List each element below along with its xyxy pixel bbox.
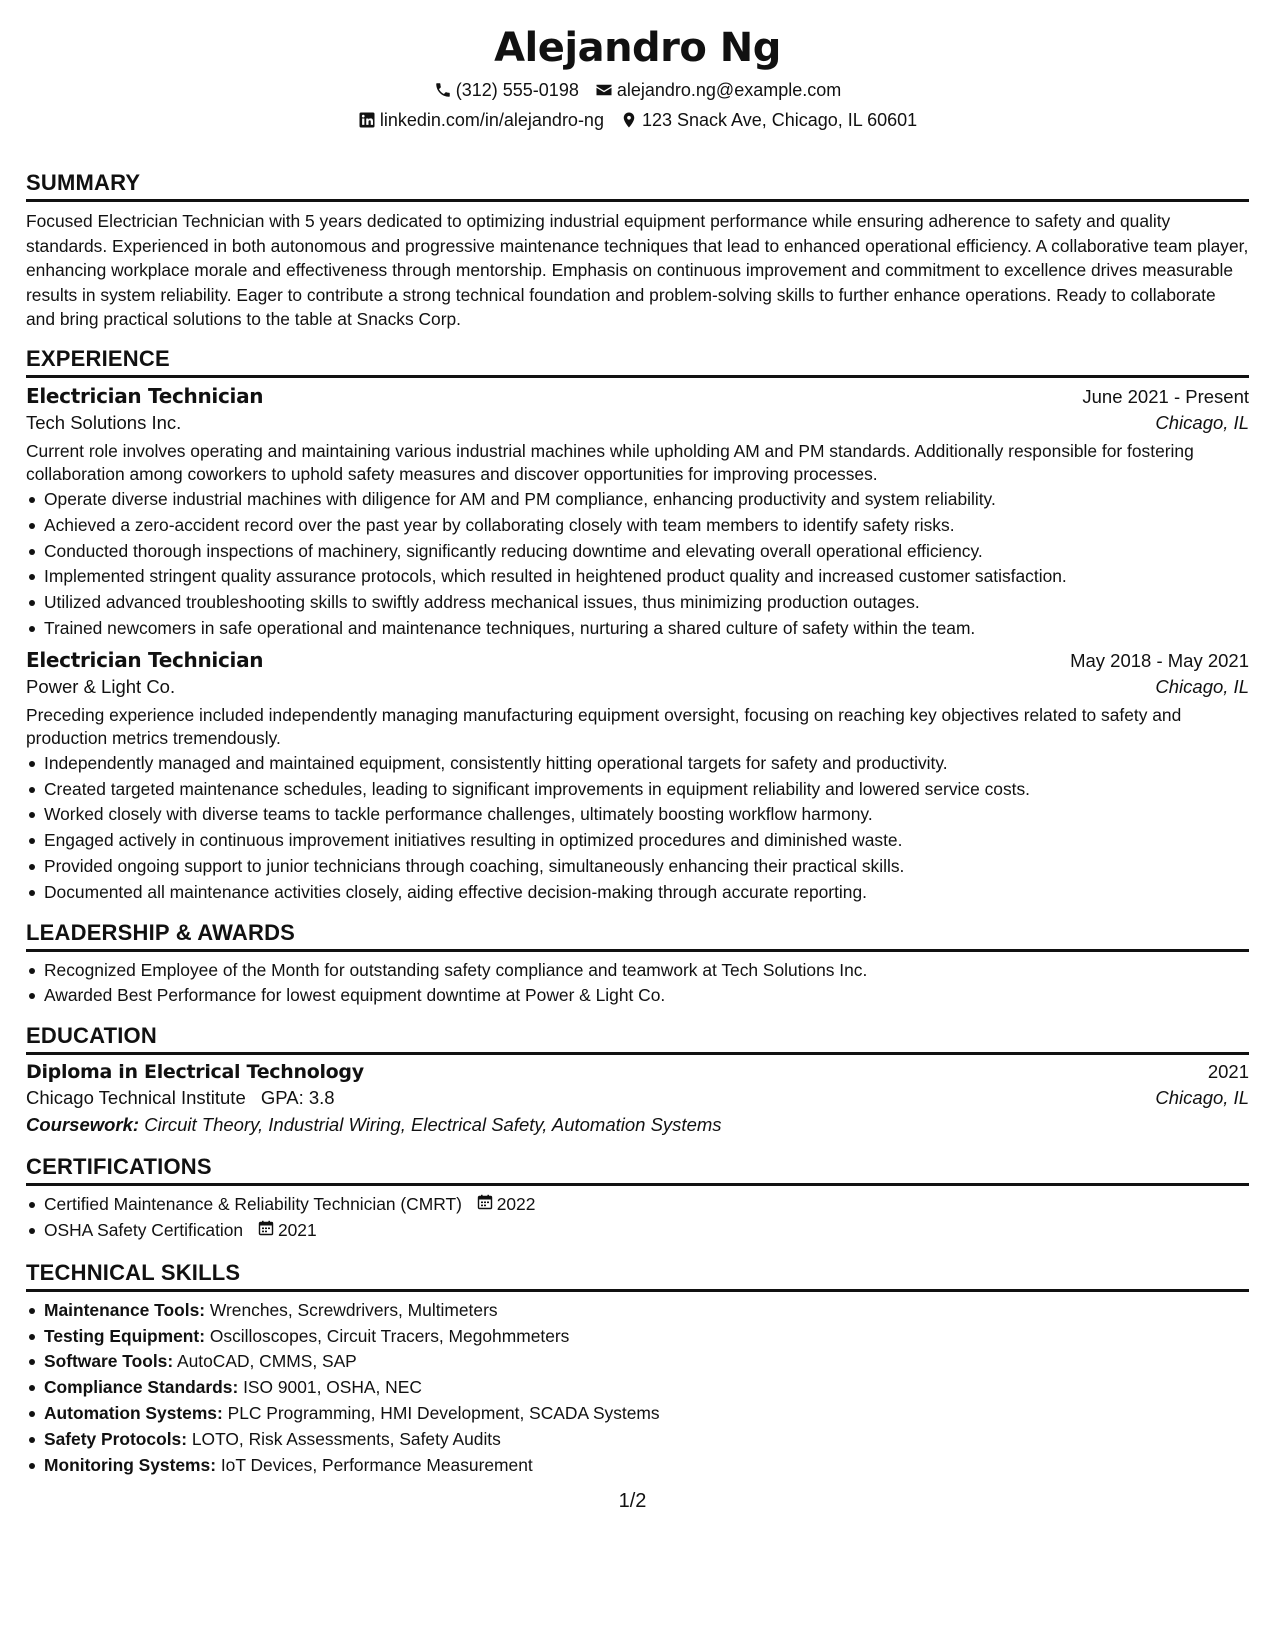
list-item: Operate diverse industrial machines with diligence for AM and PM compliance, enhancing productivity and system reliability. xyxy=(44,487,1249,513)
skill-label: Software Tools: xyxy=(44,1351,174,1372)
list-item xyxy=(44,1324,1249,1350)
school-info xyxy=(26,1087,335,1109)
experience-section xyxy=(26,346,1249,906)
contact-line-1 xyxy=(26,80,1249,100)
phone-icon xyxy=(434,81,452,99)
job-subheader xyxy=(26,676,1249,698)
list-item xyxy=(44,1349,1249,1375)
list-item xyxy=(44,1375,1249,1401)
list-item: Engaged actively in continuous improvement initiatives resulting in optimized procedures and diminished waste. xyxy=(44,828,1249,854)
certifications-section xyxy=(26,1154,1249,1244)
list-item xyxy=(44,1427,1249,1453)
certification-date xyxy=(258,1218,317,1244)
education-header xyxy=(26,1061,1249,1083)
job-location: Chicago, IL xyxy=(1155,411,1249,433)
list-item: Achieved a zero-accident record over the past year by collaborating closely with team members to identify safety risks. xyxy=(44,513,1249,539)
school-location: Chicago, IL xyxy=(1155,1087,1249,1109)
certification-date xyxy=(477,1192,536,1218)
list-item: Implemented stringent quality assurance protocols, which resulted in heightened product quality and increased customer satisfaction. xyxy=(44,564,1249,590)
list-item: Worked closely with diverse teams to tackle performance challenges, ultimately boosting workflow harmony. xyxy=(44,802,1249,828)
calendar-icon xyxy=(258,1218,274,1244)
contact-line-2 xyxy=(26,110,1249,130)
skill-label: Safety Protocols: xyxy=(44,1428,188,1449)
job-header xyxy=(26,648,1249,672)
section-title: EXPERIENCE xyxy=(26,346,1249,378)
list-item xyxy=(44,1192,1249,1218)
list-item xyxy=(44,1298,1249,1324)
skills-list xyxy=(26,1298,1249,1479)
section-title: TECHNICAL SKILLS xyxy=(26,1260,1249,1292)
job-location: Chicago, IL xyxy=(1155,675,1249,697)
list-item: Recognized Employee of the Month for outstanding safety compliance and teamwork at Tech Solutions Inc. xyxy=(44,958,1249,984)
skill-label: Automation Systems: xyxy=(44,1402,223,1423)
linkedin-url[interactable]: linkedin.com/in/alejandro-ng xyxy=(379,110,604,130)
company-name: Power & Light Co. xyxy=(26,675,176,697)
resume-page xyxy=(26,0,1249,1512)
skill-value: ISO 9001, OSHA, NEC xyxy=(243,1377,422,1398)
skill-value: AutoCAD, CMMS, SAP xyxy=(177,1351,357,1372)
award-list xyxy=(26,958,1249,1010)
list-item: Trained newcomers in safe operational and maintenance techniques, nurturing a shared culture of safety within the team. xyxy=(44,616,1249,642)
education-subheader xyxy=(26,1087,1249,1109)
skill-value: LOTO, Risk Assessments, Safety Audits xyxy=(191,1428,501,1449)
certification-list xyxy=(26,1192,1249,1244)
certification-name: Certified Maintenance & Reliability Technician (CMRT) xyxy=(44,1194,462,1215)
certification-year: 2021 xyxy=(277,1219,317,1240)
skill-value: Wrenches, Screwdrivers, Multimeters xyxy=(209,1299,498,1320)
linkedin-contact[interactable] xyxy=(358,110,604,130)
section-title: LEADERSHIP & AWARDS xyxy=(26,920,1249,952)
section-title: SUMMARY xyxy=(26,170,1249,202)
address-contact xyxy=(620,110,917,130)
job-bullets xyxy=(26,487,1249,642)
section-title: EDUCATION xyxy=(26,1023,1249,1055)
list-item xyxy=(44,1218,1249,1244)
linkedin-icon xyxy=(358,111,376,129)
graduation-year: 2021 xyxy=(1207,1061,1249,1083)
coursework-label: Coursework: xyxy=(26,1114,140,1136)
skill-value: IoT Devices, Performance Measurement xyxy=(220,1454,533,1475)
skill-label: Testing Equipment: xyxy=(44,1325,206,1346)
list-item: Conducted thorough inspections of machinery, significantly reducing downtime and elevating overall operational efficiency. xyxy=(44,539,1249,565)
coursework xyxy=(26,1114,1249,1136)
job-entry xyxy=(26,648,1249,906)
job-header xyxy=(26,384,1249,408)
list-item: Provided ongoing support to junior technicians through coaching, simultaneously enhancing their practical skills. xyxy=(44,854,1249,880)
page-number: 1/2 xyxy=(618,1490,647,1512)
job-title: Electrician Technician xyxy=(26,383,264,408)
section-title: CERTIFICATIONS xyxy=(26,1154,1249,1186)
list-item: Created targeted maintenance schedules, leading to significant improvements in equipment reliability and lowered service costs. xyxy=(44,777,1249,803)
gpa: GPA: 3.8 xyxy=(260,1087,335,1109)
candidate-name: Alejandro Ng xyxy=(494,25,781,71)
school-name: Chicago Technical Institute xyxy=(26,1087,246,1109)
job-date: June 2021 - Present xyxy=(1082,385,1249,407)
leadership-section xyxy=(26,920,1249,1010)
street-address: 123 Snack Ave, Chicago, IL 60601 xyxy=(641,110,918,130)
email-address[interactable]: alejandro.ng@example.com xyxy=(616,80,842,100)
job-description: Preceding experience included independently managing manufacturing equipment oversight, focusing on reaching key objectives related to safety and production metrics tremendously. xyxy=(26,704,1182,749)
job-entry xyxy=(26,384,1249,642)
education-section xyxy=(26,1023,1249,1136)
company-name: Tech Solutions Inc. xyxy=(26,411,182,433)
list-item: Awarded Best Performance for lowest equipment downtime at Power & Light Co. xyxy=(44,983,1249,1009)
skills-section xyxy=(26,1260,1249,1479)
map-marker-icon xyxy=(620,111,638,129)
list-item: Utilized advanced troubleshooting skills to swiftly address mechanical issues, thus minimizing production outages. xyxy=(44,590,1249,616)
phone-contact xyxy=(434,80,579,100)
skill-label: Compliance Standards: xyxy=(44,1377,239,1398)
job-subheader xyxy=(26,412,1249,434)
job-title: Electrician Technician xyxy=(26,647,264,672)
job-bullets xyxy=(26,751,1249,906)
envelope-icon xyxy=(595,81,613,99)
job-description: Current role involves operating and maintaining various industrial machines while upholding AM and PM standards. Additionally responsible for fostering collaboration among coworkers to uphold safety measures and discover opportunities for improving processes. xyxy=(26,440,1194,485)
summary-text: Focused Electrician Technician with 5 years dedicated to optimizing industrial equipment performance while ensuring adherence to safety and quality standards. Experienced in both autonomous and progressive maintenance techniques that lead to enhanced operational efficiency. A collaborative team player, enhancing workplace morale and effectiveness through mentorship. Emphasis on continuous improvement and commitment to excellence drives measurable results in system reliability. Eager to contribute a strong technical foundation and problem-solving skills to further enhance operations. Ready to collaborate and bring practical solutions to the table at Snacks Corp. xyxy=(26,211,1249,330)
summary-section xyxy=(26,170,1249,332)
calendar-icon xyxy=(477,1192,493,1218)
list-item xyxy=(44,1453,1249,1479)
certification-year: 2022 xyxy=(496,1194,536,1215)
job-date: May 2018 - May 2021 xyxy=(1070,649,1249,671)
skill-value: PLC Programming, HMI Development, SCADA Systems xyxy=(227,1402,660,1423)
list-item: Independently managed and maintained equipment, consistently hitting operational targets for safety and productivity. xyxy=(44,751,1249,777)
skill-label: Monitoring Systems: xyxy=(44,1454,216,1475)
certification-name: OSHA Safety Certification xyxy=(44,1219,244,1240)
list-item: Documented all maintenance activities closely, aiding effective decision-making through accurate reporting. xyxy=(44,880,1249,906)
list-item xyxy=(44,1401,1249,1427)
email-contact[interactable] xyxy=(595,80,841,100)
skill-value: Oscilloscopes, Circuit Tracers, Megohmmeters xyxy=(209,1325,570,1346)
phone-number: (312) 555-0198 xyxy=(455,80,579,100)
resume-header xyxy=(26,0,1249,130)
coursework-list: Circuit Theory, Industrial Wiring, Electrical Safety, Automation Systems xyxy=(144,1114,722,1136)
degree-title: Diploma in Electrical Technology xyxy=(26,1061,364,1084)
skill-label: Maintenance Tools: xyxy=(44,1299,206,1320)
